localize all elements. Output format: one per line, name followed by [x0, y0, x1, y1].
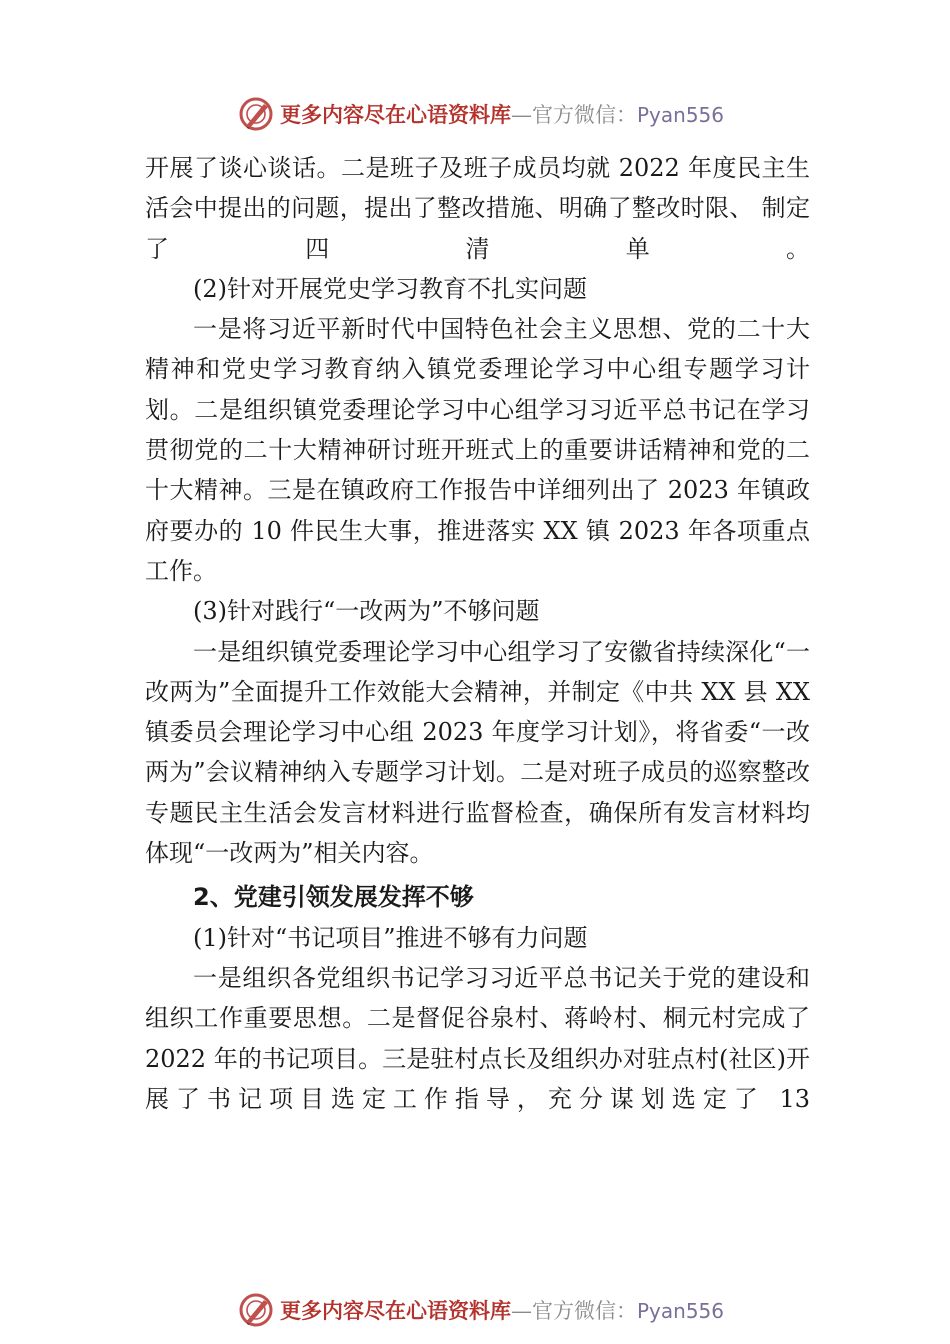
subheading-1: (1)针对“书记项目”推进不够有力问题: [193, 923, 588, 952]
paragraph-secretary-projects: 一是组织各党组织书记学习习近平总书记关于党的建设和组织工作重要思想。二是督促谷泉村、蒋岭村、桐元村完成了 2022 年的书记项目。三是驻村点长及组织办对驻点村(社区)开展了书记项目选定工作指导，充分谋划选定了 13: [145, 963, 810, 1113]
paragraph-yigai-liangwei: 一是组织镇党委理论学习中心组学习了安徽省持续深化“一改两为”全面提升工作效能大会精神，并制定《中共 XX 县 XX 镇委员会理论学习中心组 2023 年度学习计划》，将省委“一改两为”会议精神纳入专题学习计划。二是对班子成员的巡察整改专题民主生活会发言材料进行监督检查，确保所有发言材料均体现“一改两为”相关内容。: [145, 637, 810, 868]
watermark-label: 官方微信：: [532, 1299, 637, 1323]
watermark-highlight: 更多内容尽在心语资料库: [280, 102, 511, 127]
watermark-dash: —: [511, 1299, 532, 1323]
subheading-3: (3)针对践行“一改两为”不够问题: [193, 597, 540, 626]
section-heading-2: 2、党建引领发展发挥不够: [193, 883, 474, 912]
watermark-footer: [238, 1290, 724, 1330]
subheading-2: (2)针对开展党史学习教育不扎实问题: [193, 274, 587, 303]
paragraph-continued: 开展了谈心谈话。二是班子及班子成员均就 2022 年度民主生活会中提出的问题，提出了整改措施、明确了整改时限、 制定了四清单。: [145, 154, 810, 263]
pen-logo-icon: [238, 96, 274, 132]
watermark-id: Pyan556: [637, 103, 725, 127]
watermark-header: [238, 94, 724, 134]
document-body: [145, 148, 810, 1119]
watermark-dash: —: [511, 103, 532, 127]
pen-logo-icon: [238, 1292, 274, 1328]
watermark-id: Pyan556: [637, 1299, 725, 1323]
watermark-highlight: 更多内容尽在心语资料库: [280, 1298, 511, 1323]
watermark-label: 官方微信：: [532, 103, 637, 127]
paragraph-study-plan: 一是将习近平新时代中国特色社会主义思想、党的二十大精神和党史学习教育纳入镇党委理论学习中心组专题学习计划。二是组织镇党委理论学习中心组学习习近平总书记在学习贯彻党的二十大精神研讨班开班式上的重要讲话精神和党的二十大精神。三是在镇政府工作报告中详细列出了 2023 年镇政府要办的 10 件民生大事，推进落实 XX 镇 2023 年各项重点工作。: [145, 315, 810, 585]
